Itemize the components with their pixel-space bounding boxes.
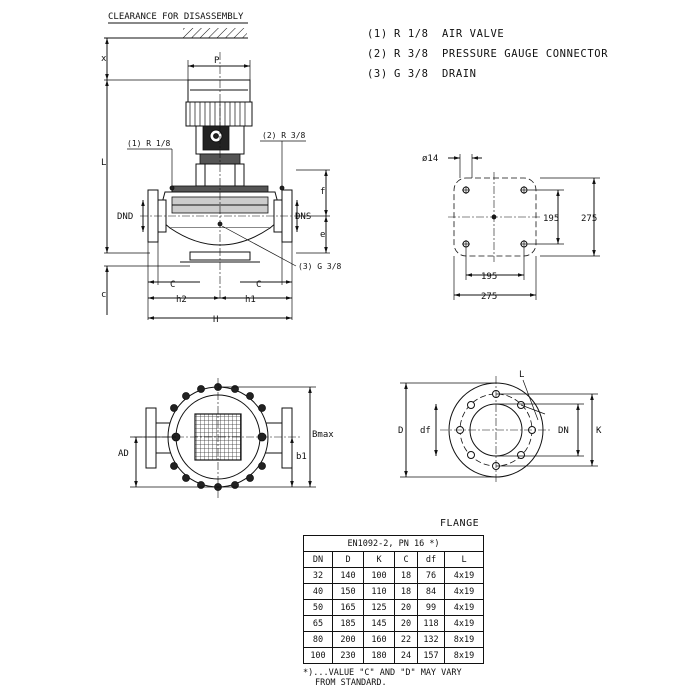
legend [367,28,608,80]
legend-1-num: (1) [367,28,388,40]
ceiling-hatch [183,28,247,38]
top-outlet-flange [282,408,292,468]
cell: 200 [333,632,364,648]
dim-bmax-label: Bmax [312,430,334,440]
cell: 84 [418,584,445,600]
col-d: D [333,552,364,568]
cell: 24 [395,648,418,664]
flange-dn-label: DN [558,426,569,436]
dim-e-label: e [320,230,326,240]
cell: 18 [395,584,418,600]
col-df: df [418,552,445,568]
dim-dnd-label: DND [117,212,134,222]
dim-x-label: x [101,54,107,64]
col-l: L [445,552,484,568]
dim-h-label: H [213,315,219,325]
footnote-line-2: FROM STANDARD. [315,677,387,688]
flange-view [398,370,602,484]
cell: 8x19 [445,648,484,664]
flange-k-label: K [596,426,602,436]
cell: 4x19 [445,568,484,584]
cell: 165 [333,600,364,616]
top-inlet-flange [146,408,156,468]
legend-1-code: R 1/8 [394,28,429,40]
cell: 150 [333,584,364,600]
col-k: K [364,552,395,568]
legend-3-num: (3) [367,68,388,80]
dim-l-label: L [101,158,107,168]
flange-df-label: df [420,426,431,436]
flange-standard: EN1092-2, PN 16 *) [304,536,484,552]
table-row [304,648,484,664]
dim-b1-label: b1 [296,452,307,462]
base-w2-label: 275 [481,292,498,302]
cell: 145 [364,616,395,632]
cell: 50 [304,600,333,616]
base-h2-label: 275 [581,214,598,224]
table-row [304,568,484,584]
dim-ad-label: AD [118,449,129,459]
table-footnote [303,669,462,688]
dim-c-left-label: C [170,280,176,290]
table-row [304,616,484,632]
motor-body [186,102,252,126]
table-row [304,600,484,616]
cell: 32 [304,568,333,584]
callout-1: (1) R 1/8 [127,139,171,148]
cell: 20 [395,600,418,616]
cell: 160 [364,632,395,648]
cell: 157 [418,648,445,664]
cell: 125 [364,600,395,616]
cell: 65 [304,616,333,632]
cell: 100 [364,568,395,584]
cell: 20 [395,616,418,632]
top-view [118,378,334,498]
cell: 4x19 [445,616,484,632]
callout-2: (2) R 3/8 [262,131,306,140]
callout-3: (3) G 3/8 [298,262,342,271]
flange-table [303,535,484,664]
flange-table-title: FLANGE [440,518,480,529]
cell: 185 [333,616,364,632]
clearance-label: CLEARANCE FOR DISASSEMBLY [108,12,244,22]
cell: 22 [395,632,418,648]
motor-fan-cover [188,80,250,102]
dim-f-label: f [320,187,326,197]
cell: 180 [364,648,395,664]
flange-l-label: L [519,370,525,380]
legend-3-desc: DRAIN [442,68,477,80]
base-plate-view [422,154,600,302]
cell: 110 [364,584,395,600]
cell: 40 [304,584,333,600]
col-dn: DN [304,552,333,568]
legend-2-code: R 3/8 [394,48,429,60]
base-h1-label: 195 [543,214,560,224]
legend-2-num: (2) [367,48,388,60]
cell: 4x19 [445,584,484,600]
table-row [304,584,484,600]
footnote-line-1: *)...VALUE "C" AND "D" MAY VARY [303,668,462,678]
cell: 230 [333,648,364,664]
side-view [101,12,342,325]
cell: 132 [418,632,445,648]
cell: 80 [304,632,333,648]
dim-c-label: c [101,290,107,300]
hole-dia-label: ø14 [422,154,439,164]
dim-p-label: P [214,56,220,66]
dim-h1-label: h1 [245,295,256,305]
cell: 99 [418,600,445,616]
cell: 100 [304,648,333,664]
cell: 76 [418,568,445,584]
dim-c-right-label: C [256,280,262,290]
base-w1-label: 195 [481,272,498,282]
cell: 118 [418,616,445,632]
cell: 18 [395,568,418,584]
cell: 140 [333,568,364,584]
legend-3-code: G 3/8 [394,68,429,80]
legend-1-desc: AIR VALVE [442,28,505,40]
dim-h2-label: h2 [176,295,187,305]
dim-dns-label: DNS [295,212,312,222]
flange-d-label: D [398,426,404,436]
table-row [304,632,484,648]
cell: 4x19 [445,600,484,616]
cell: 8x19 [445,632,484,648]
col-c: C [395,552,418,568]
table-header-row [304,552,484,568]
legend-2-desc: PRESSURE GAUGE CONNECTOR [442,48,609,60]
